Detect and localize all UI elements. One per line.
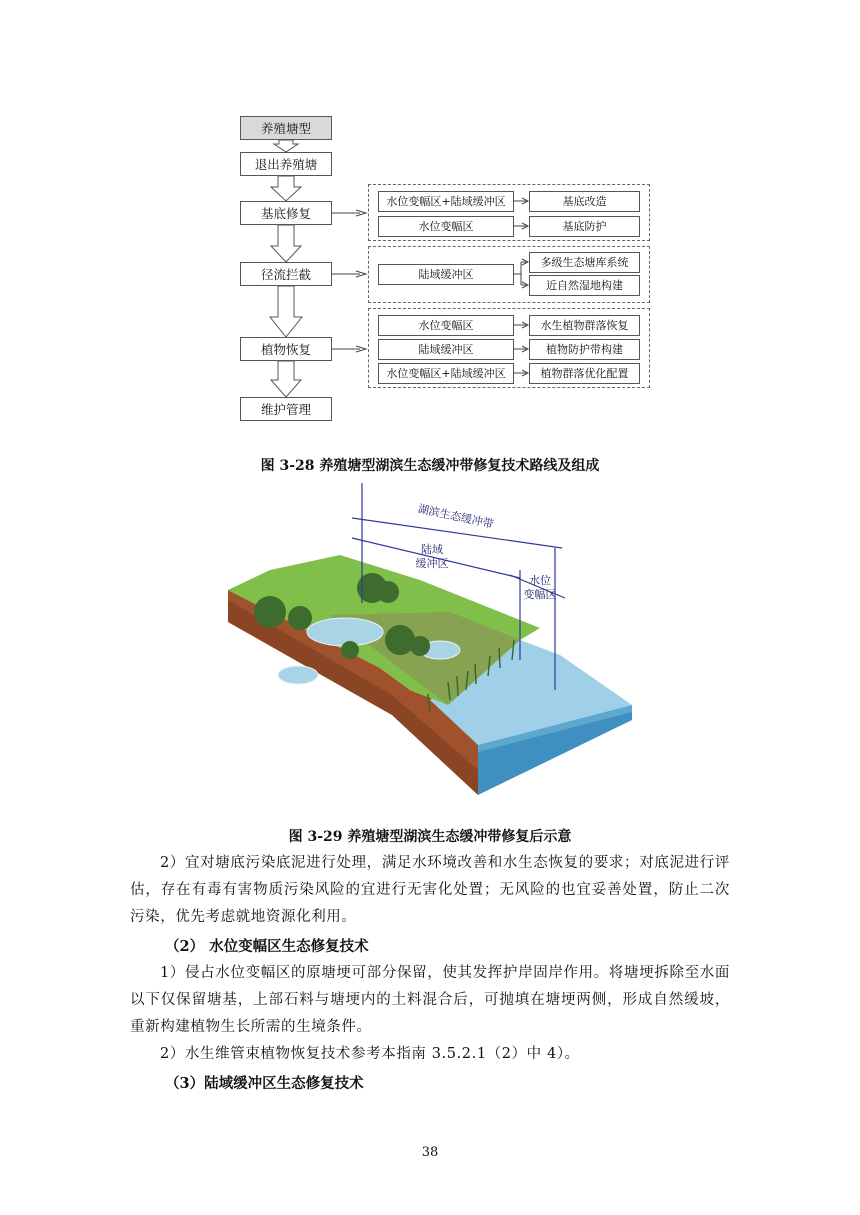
technique-box: 近自然湿地构建 bbox=[529, 275, 640, 296]
section-heading-land-buffer-zone: （3）陆域缓冲区生态修复技术 bbox=[165, 1075, 364, 1092]
technique-box: 植物防护带构建 bbox=[529, 339, 640, 360]
paragraph-pond-dike: 1）侵占水位变幅区的原塘埂可部分保留，使其发挥护岸固岸作用。将塘埂拆除至水面以下仅保留塘基，上部石料与塘埂内的土料混合后，可抛填在塘埂两侧，形成自然缓坡，重新构建植物生长所需的生境条件。 bbox=[130, 965, 730, 1035]
label-land-buffer-line2: 缓冲区 bbox=[415, 557, 449, 570]
flow-step-substrate-restoration: 基底修复 bbox=[240, 201, 332, 225]
flow-step-maintenance: 维护管理 bbox=[240, 397, 332, 421]
flow-step-aquaculture-pond-type: 养殖塘型 bbox=[240, 116, 332, 140]
down-arrow-icon bbox=[271, 225, 301, 262]
technique-box: 多级生态塘库系统 bbox=[529, 252, 640, 273]
technique-box: 植物群落优化配置 bbox=[529, 363, 640, 384]
zone-box: 水位变幅区 bbox=[378, 216, 514, 237]
section-heading-water-level-zone: （2） 水位变幅区生态修复技术 bbox=[165, 938, 369, 955]
down-arrow-icon bbox=[270, 286, 302, 337]
zone-box: 陆域缓冲区 bbox=[378, 339, 514, 360]
paragraph-sediment-treatment: 2）宜对塘底污染底泥进行处理，满足水环境改善和水生态恢复的要求；对底泥进行评估，存在有毒有害物质污染风险的宜进行无害化处置；无风险的也宜妥善处置，防止二次污染，优先考虑就地资源化利用。 bbox=[130, 855, 730, 925]
down-arrow-icon bbox=[271, 361, 301, 397]
zone-box: 陆域缓冲区 bbox=[378, 264, 514, 285]
technique-box: 基底改造 bbox=[529, 191, 640, 212]
page-number: 38 bbox=[421, 1145, 439, 1160]
label-water-fluctuation-line2: 变幅区 bbox=[523, 588, 557, 601]
zone-box: 水位变幅区+陆域缓冲区 bbox=[378, 363, 514, 384]
label-water-fluctuation-line1: 水位 bbox=[529, 574, 551, 587]
label-lakeside-buffer: 湖滨生态缓冲带 bbox=[416, 502, 495, 531]
paragraph-aquatic-plant: 2）水生维管束植物恢复技术参考本指南 3.5.2.1（2）中 4）。 bbox=[160, 1046, 580, 1062]
down-arrow-icon bbox=[271, 176, 301, 201]
lakeside-buffer-illustration bbox=[220, 478, 640, 803]
technique-box: 基底防护 bbox=[529, 216, 640, 237]
figure-caption-3-29: 图 3-29 养殖塘型湖滨生态缓冲带修复后示意 bbox=[288, 829, 572, 845]
zone-box: 水位变幅区 bbox=[378, 315, 514, 336]
zone-box: 水位变幅区+陆域缓冲区 bbox=[378, 191, 514, 212]
technique-box: 水生植物群落恢复 bbox=[529, 315, 640, 336]
figure-caption-3-28: 图 3-28 养殖塘型湖滨生态缓冲带修复技术路线及组成 bbox=[260, 458, 600, 474]
label-land-buffer-line1: 陆域 bbox=[421, 543, 443, 556]
flow-step-runoff-interception: 径流拦截 bbox=[240, 262, 332, 286]
flow-step-vegetation-restoration: 植物恢复 bbox=[240, 337, 332, 361]
flow-step-exit-pond: 退出养殖塘 bbox=[240, 152, 332, 176]
down-arrow-icon bbox=[274, 140, 298, 152]
